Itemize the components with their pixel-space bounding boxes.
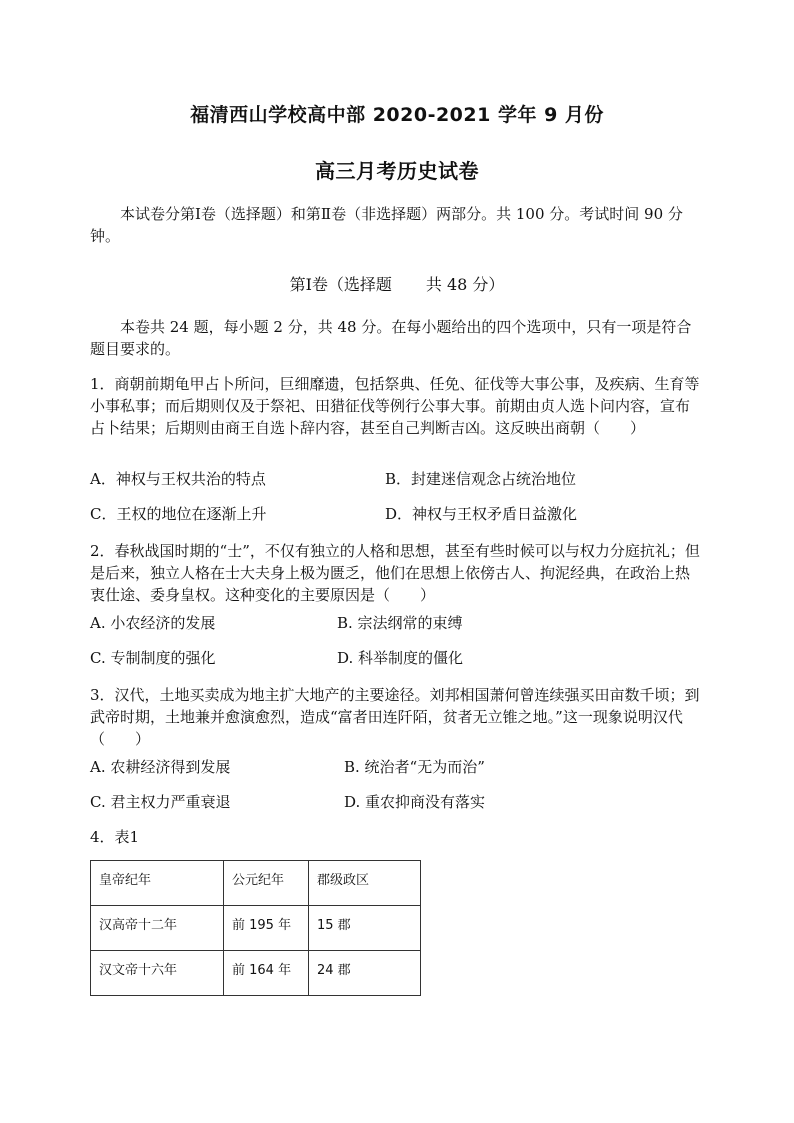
table-cell: 前 195 年 [224, 906, 309, 951]
exam-intro: 本试卷分第Ⅰ卷（选择题）和第Ⅱ卷（非选择题）两部分。共 100 分。考试时间 90 分钟。 [90, 205, 683, 245]
section-title-part-b: 共 48 分） [425, 275, 505, 294]
question-1-stem: 1．商朝前期龟甲占卜所问，巨细靡遗，包括祭典、任免、征伐等大事公事，及疾病、生育等小事私事；而后期则仅及于祭祀、田猎征伐等例行公事大事。前期由贞人选卜问内容，宣布占卜结果；后期则由商王自选卜辞内容，甚至自己判断吉凶。这反映出商朝（ ） [90, 375, 700, 437]
table-row [91, 906, 421, 951]
question-3-option-b: B. 统治者“无为而治” [344, 758, 485, 776]
exam-title-line1: 福清西山学校高中部 2020-2021 学年 9 月份 [190, 104, 604, 126]
exam-title-line2: 高三月考历史试卷 [315, 159, 479, 183]
table-cell: 汉文帝十六年 [91, 951, 224, 996]
table-header-row [91, 861, 421, 906]
question-2-option-d: D. 科举制度的僵化 [337, 649, 464, 667]
question-4-stem: 4．表1 [90, 828, 140, 846]
question-1-option-b: B．封建迷信观念占统治地位 [385, 470, 577, 488]
section-heading [0, 272, 794, 295]
question-3-option-d: D. 重农抑商没有落实 [344, 793, 486, 811]
question-2-option-a: A. 小农经济的发展 [90, 614, 216, 632]
table-cell: 前 164 年 [224, 951, 309, 996]
question-1-option-a: A．神权与王权共治的特点 [90, 470, 266, 488]
table-row [91, 951, 421, 996]
question-3-option-c: C. 君主权力严重衰退 [90, 793, 231, 811]
question-4-table [90, 860, 421, 996]
question-3-option-a: A. 农耕经济得到发展 [90, 758, 231, 776]
table-header-cell: 皇帝纪年 [91, 861, 224, 906]
table-header-cell: 公元纪年 [224, 861, 309, 906]
section-instructions: 本卷共 24 题，每小题 2 分，共 48 分。在每小题给出的四个选项中，只有一项是符合题目要求的。 [90, 318, 692, 358]
table-cell: 15 郡 [309, 906, 421, 951]
question-2-option-c: C. 专制制度的强化 [90, 649, 216, 667]
table-cell: 24 郡 [309, 951, 421, 996]
table-header-cell: 郡级政区 [309, 861, 421, 906]
question-3-stem: 3．汉代，土地买卖成为地主扩大地产的主要途径。刘邦相国萧何曾连续强买田亩数千顷；到武帝时期，土地兼并愈演愈烈，造成“富者田连阡陌，贫者无立锥之地。”这一现象说明汉代（ ） [90, 686, 700, 748]
question-1-option-d: D．神权与王权矛盾日益激化 [385, 505, 578, 523]
section-title-part-a: 第Ⅰ卷（选择题 [289, 275, 392, 294]
question-1-option-c: C．王权的地位在逐渐上升 [90, 505, 267, 523]
question-2-stem: 2．春秋战国时期的“士”，不仅有独立的人格和思想，甚至有些时候可以与权力分庭抗礼；但是后来，独立人格在士大夫身上极为匮乏，他们在思想上依傍古人、拘泥经典，在政治上热衷仕途、委身皇权。这种变化的主要原因是（ ） [90, 542, 700, 604]
question-2-option-b: B. 宗法纲常的束缚 [337, 614, 463, 632]
table-cell: 汉高帝十二年 [91, 906, 224, 951]
